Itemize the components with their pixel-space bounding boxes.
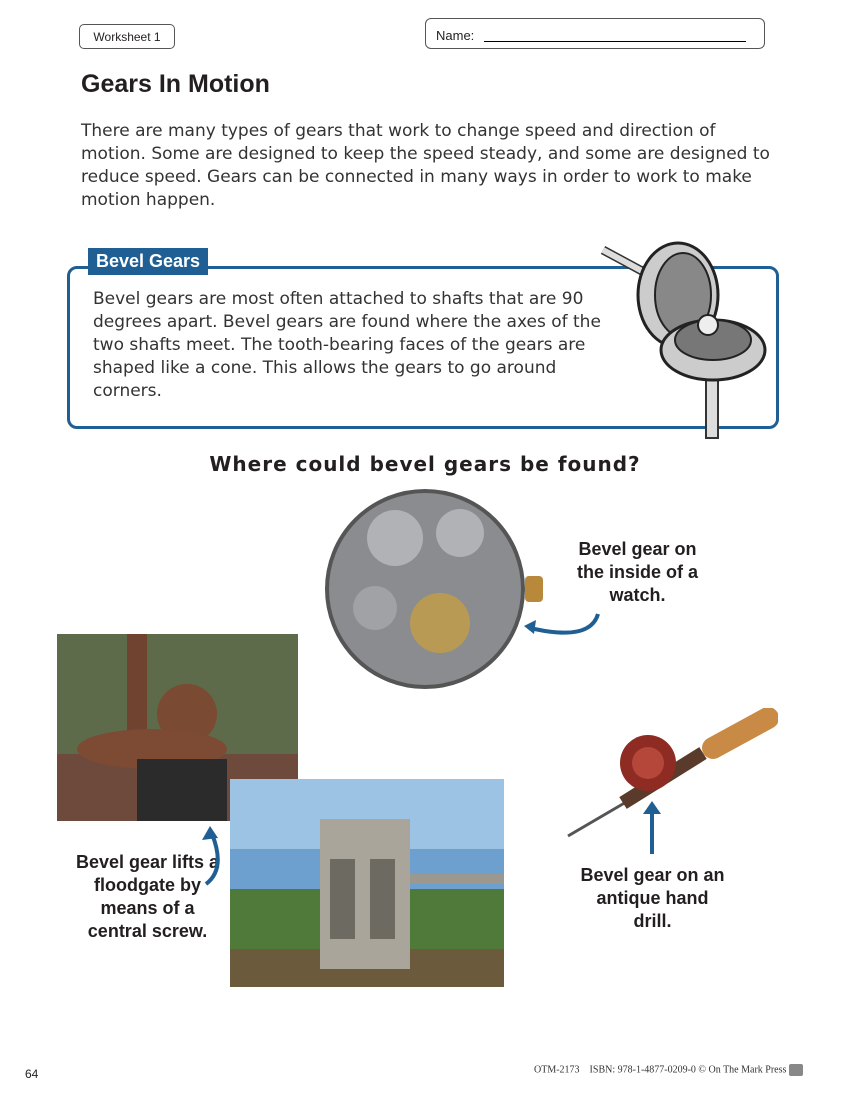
worksheet-label: Worksheet 1 <box>79 24 175 49</box>
arrow-icon <box>198 824 228 889</box>
bevel-gears-heading: Bevel Gears <box>88 248 208 275</box>
publisher-logo-icon <box>789 1064 803 1076</box>
arrow-icon <box>520 610 605 645</box>
bevel-gear-illustration <box>598 240 768 440</box>
floodgate-dam-photo <box>230 779 504 987</box>
watch-movement-photo <box>315 488 547 690</box>
drill-caption: Bevel gear on an antique hand drill. <box>580 865 725 931</box>
floodgate-caption: Bevel gear lifts a floodgate by means of a central screw. <box>75 852 220 941</box>
footer-credit-text: OTM-2173 ISBN: 978-1-4877-0209-0 © On The Mark Press <box>534 1064 787 1076</box>
hand-drill-photo <box>563 708 778 843</box>
page-title: Gears In Motion <box>81 70 270 98</box>
footer-credit <box>534 1064 803 1076</box>
question-heading: Where could bevel gears be found? <box>209 452 641 476</box>
name-label: Name: <box>436 28 475 43</box>
arrow-icon <box>640 800 664 856</box>
watch-caption: Bevel gear on the inside of a watch. <box>576 539 699 605</box>
intro-paragraph: There are many types of gears that work to change speed and direction of motion. Some are designed to keep the speed steady, and some are designed to reduce speed. Gears can be connected in many ways in order to work to make motion happen. <box>81 121 770 210</box>
page-number: 64 <box>25 1067 39 1081</box>
name-line <box>484 41 746 42</box>
name-field[interactable] <box>425 18 765 49</box>
bevel-gears-text: Bevel gears are most often attached to shafts that are 90 degrees apart. Bevel gears are found where the axes of the two shafts meet. The tooth-bearing faces of the gears are shaped like a cone. This allows the gears to go around corners. <box>93 289 601 401</box>
